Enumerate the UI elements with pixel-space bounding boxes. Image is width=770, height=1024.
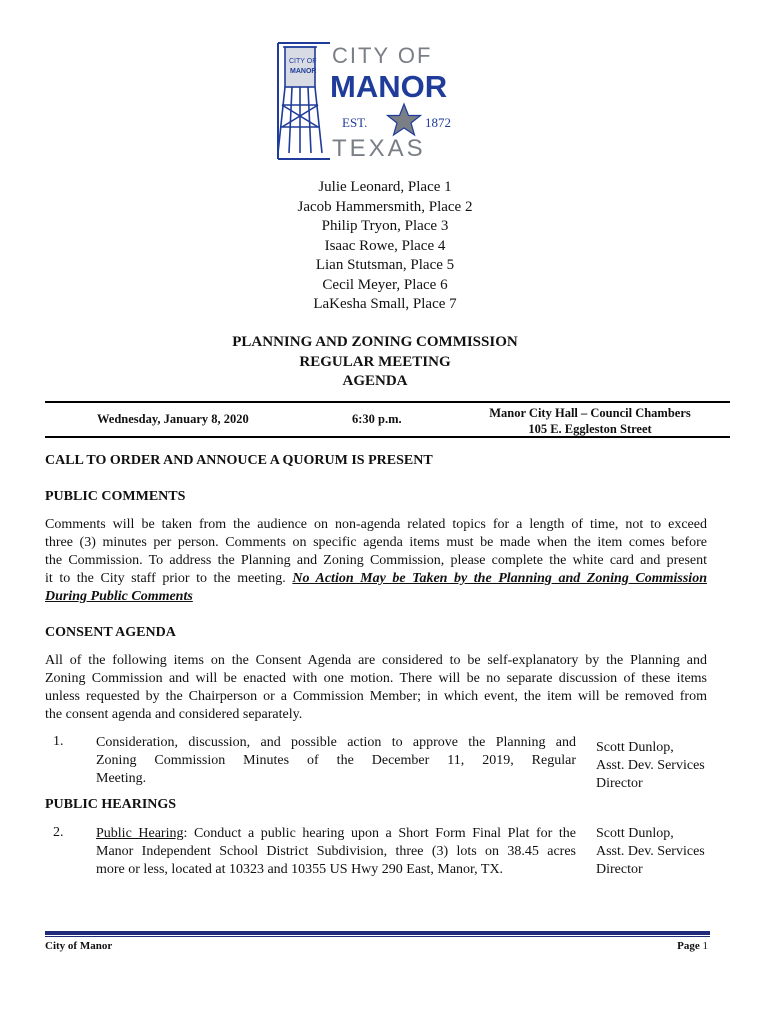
logo-line1: CITY OF (332, 43, 433, 68)
star-icon (388, 104, 421, 135)
member-name: Lian Stutsman, Place 5 (315, 257, 455, 273)
location-line: Manor City Hall – Council Chambers (489, 406, 691, 420)
presenter-line: Asst. Dev. Services (596, 844, 705, 859)
meeting-location (470, 405, 710, 437)
item-number: 1. (53, 734, 64, 749)
location-line: 105 E. Eggleston Street (528, 422, 652, 436)
item-line (96, 825, 576, 843)
logo-est: EST. (342, 115, 368, 130)
call-to-order-heading: CALL TO ORDER AND ANNOUCE A QUORUM IS PRESENT (45, 453, 433, 468)
consent-agenda-heading: CONSENT AGENDA (45, 625, 176, 640)
paragraph-line: the consent agenda and considered separately. (45, 707, 303, 722)
paragraph-line: Comments will be taken from the audience on non-agenda related topics for a length of time, not to exceed (45, 517, 707, 532)
title-line: AGENDA (342, 373, 408, 389)
item-line: Manor Independent School District Subdivision, three (3) lots on 38.45 acres (96, 844, 576, 859)
paragraph-line (45, 588, 707, 606)
meeting-date: Wednesday, January 8, 2020 (97, 412, 249, 426)
item-line-text: : Conduct a public hearing upon a Short Form Final Plat for the (183, 826, 576, 841)
public-hearing-label: Public Hearing (96, 826, 184, 841)
member-name: Isaac Rowe, Place 4 (324, 237, 446, 254)
paragraph-line (45, 570, 707, 588)
agenda-title (0, 333, 750, 392)
footer-rule (45, 936, 710, 937)
logo-year: 1872 (425, 115, 451, 130)
presenter-line: Asst. Dev. Services (596, 758, 705, 773)
divider (45, 401, 730, 403)
divider (45, 436, 730, 438)
member-name: Jacob Hammersmith, Place 2 (297, 198, 473, 215)
item-description (96, 734, 576, 788)
item-line: Consideration, discussion, and possible action to approve the Planning and (96, 735, 576, 750)
member-name: Philip Tryon, Place 3 (321, 218, 449, 234)
svg-text:CITY OF: CITY OF (289, 58, 317, 65)
item-line: more or less, located at 10323 and 10355 US Hwy 290 East, Manor, TX. (96, 862, 504, 877)
page-number: 1 (702, 940, 708, 952)
footer-page (660, 940, 708, 952)
item-line: Meeting. (96, 771, 147, 786)
public-hearings-heading: PUBLIC HEARINGS (45, 797, 177, 812)
svg-text:MANOR: MANOR (290, 68, 317, 75)
member-name: Julie Leonard, Place 1 (318, 179, 452, 195)
member-name: LaKesha Small, Place 7 (313, 296, 457, 312)
item-description (96, 825, 576, 879)
consent-agenda-text (45, 652, 707, 724)
no-action-notice-cont: During Public Comments (45, 589, 193, 604)
logo-line4: TEXAS (332, 135, 426, 162)
presenter-line: Scott Dunlop, (596, 740, 674, 755)
no-action-notice: No Action May be Taken by the Planning and Zoning Commission (292, 571, 707, 586)
public-comments-text (45, 516, 707, 606)
paragraph-line: the Commission. To address the Planning and Zoning Commission, please complete the white card and present (45, 553, 707, 568)
item-presenter (596, 825, 731, 879)
presenter-line: Scott Dunlop, (596, 826, 674, 841)
paragraph-line: Zoning Commission and will be enacted with one motion. There will be no separate discussion of these items (45, 671, 707, 686)
item-number: 2. (53, 825, 64, 840)
presenter-line: Director (596, 862, 643, 877)
member-name: Cecil Meyer, Place 6 (322, 276, 448, 293)
presenter-line: Director (596, 776, 643, 791)
paragraph-line: unless requested by the Chairperson or a Commission Member; in which event, the item will be removed from (45, 689, 707, 704)
footer-city: City of Manor (45, 940, 113, 952)
paragraph-line: three (3) minutes per person. Comments on specific agenda items must be made when the item comes before (45, 535, 707, 550)
item-presenter (596, 739, 731, 793)
paragraph-line-text: it to the City staff prior to the meeting. (45, 571, 286, 586)
title-line: REGULAR MEETING (299, 353, 451, 370)
public-comments-heading: PUBLIC COMMENTS (45, 489, 186, 504)
title-line: PLANNING AND ZONING COMMISSION (232, 334, 518, 350)
meeting-time: 6:30 p.m. (352, 412, 402, 426)
commission-members (0, 178, 770, 315)
paragraph-line: All of the following items on the Consent Agenda are considered to be self-explanatory by the Planning and (45, 653, 707, 668)
footer-rule (45, 931, 710, 935)
city-logo (270, 35, 480, 165)
logo-line2: MANOR (330, 69, 448, 104)
item-line: Zoning Commission Minutes of the December 11, 2019, Regular (96, 753, 576, 768)
page-label: Page (677, 940, 700, 952)
